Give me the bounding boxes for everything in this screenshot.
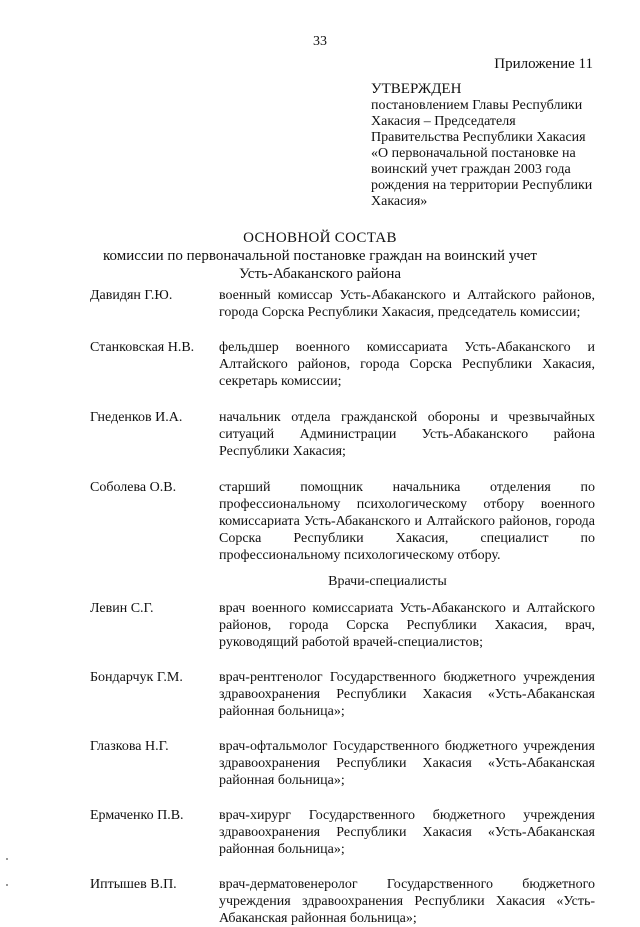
approval-line: рождения на территории Республики	[371, 178, 593, 193]
document-subtitle-line-2: Усть-Абаканского района	[238, 266, 402, 282]
document-subtitle-line-1: комиссии по первоначальной постановке граждан на воинский учет	[103, 248, 537, 264]
approval-block	[371, 81, 601, 210]
member-entry	[90, 669, 595, 720]
member-entry	[90, 287, 595, 321]
member-name: Гнеденков И.А.	[90, 410, 183, 425]
member-name: Ермаченко П.В.	[90, 808, 184, 823]
member-description: врач-дерматовенеролог Государственного бюджетного учреждения здравоохранения Республики Хакасия «Усть-Абаканская районная больница»;	[219, 877, 595, 926]
members-list	[90, 287, 595, 927]
document-heading	[0, 229, 640, 283]
member-description: врач военного комиссариата Усть-Абаканского и Алтайского районов, города Сорска Республики Хакасия, врач, руководящий работой врачей-специалистов;	[219, 601, 595, 650]
member-entry	[90, 479, 595, 564]
approval-line: воинский учет граждан 2003 года	[371, 162, 571, 177]
appendix-label: Приложение 11	[494, 56, 593, 72]
member-entry	[90, 807, 595, 858]
approval-title: УТВЕРЖДЕН	[371, 81, 462, 97]
approval-line: «О первоначальной постановке на	[371, 146, 576, 161]
section-title-doctors: Врачи-специалисты	[328, 574, 447, 589]
member-name: Давидян Г.Ю.	[90, 288, 173, 303]
member-name: Бондарчук Г.М.	[90, 670, 183, 685]
member-entry	[90, 409, 595, 460]
member-entry	[90, 600, 595, 651]
member-description: старший помощник начальника отделения по профессиональному психологическому отбору военного комиссариата Усть-Абаканского и Алтайского районов, города Сорска Республики Хакасия, специалист по профессиональному психологическому отбору.	[219, 480, 595, 563]
member-entry	[90, 876, 595, 927]
member-description: врач-хирург Государственного бюджетного учреждения здравоохранения Республики Хакасия «Усть-Абаканская районная больница»;	[219, 808, 595, 857]
member-description: врач-рентгенолог Государственного бюджетного учреждения здравоохранения Республики Хакасия «Усть-Абаканская районная больница»;	[219, 670, 595, 719]
member-description: фельдшер военного комиссариата Усть-Абаканского и Алтайского районов, города Сорска Республики Хакасия, секретарь комиссии;	[219, 340, 595, 389]
member-entry	[90, 738, 595, 789]
page-number: 33	[313, 34, 327, 49]
member-description: начальник отдела гражданской обороны и чрезвычайных ситуаций Администрации Усть-Абаканского района Республики Хакасия;	[219, 410, 595, 459]
member-name: Левин С.Г.	[90, 601, 154, 616]
approval-line: постановлением Главы Республики	[371, 98, 583, 113]
approval-line: Правительства Республики Хакасия	[371, 130, 586, 145]
member-description: военный комиссар Усть-Абаканского и Алтайского районов, города Сорска Республики Хакасия, председатель комиссии;	[219, 288, 595, 320]
member-description: врач-офтальмолог Государственного бюджетного учреждения здравоохранения Республики Хакасия «Усть-Абаканская районная больница»;	[219, 739, 595, 788]
scan-speck	[6, 884, 8, 886]
member-name: Глазкова Н.Г.	[90, 739, 169, 754]
document-title: ОСНОВНОЙ СОСТАВ	[243, 230, 397, 246]
member-name: Иптышев В.П.	[90, 877, 177, 892]
member-name: Соболева О.В.	[90, 480, 177, 495]
member-name: Станковская Н.В.	[90, 340, 195, 355]
approval-line: Хакасия»	[371, 194, 428, 209]
scan-speck	[6, 858, 8, 860]
member-entry	[90, 339, 595, 390]
approval-line: Хакасия – Председателя	[371, 114, 516, 129]
